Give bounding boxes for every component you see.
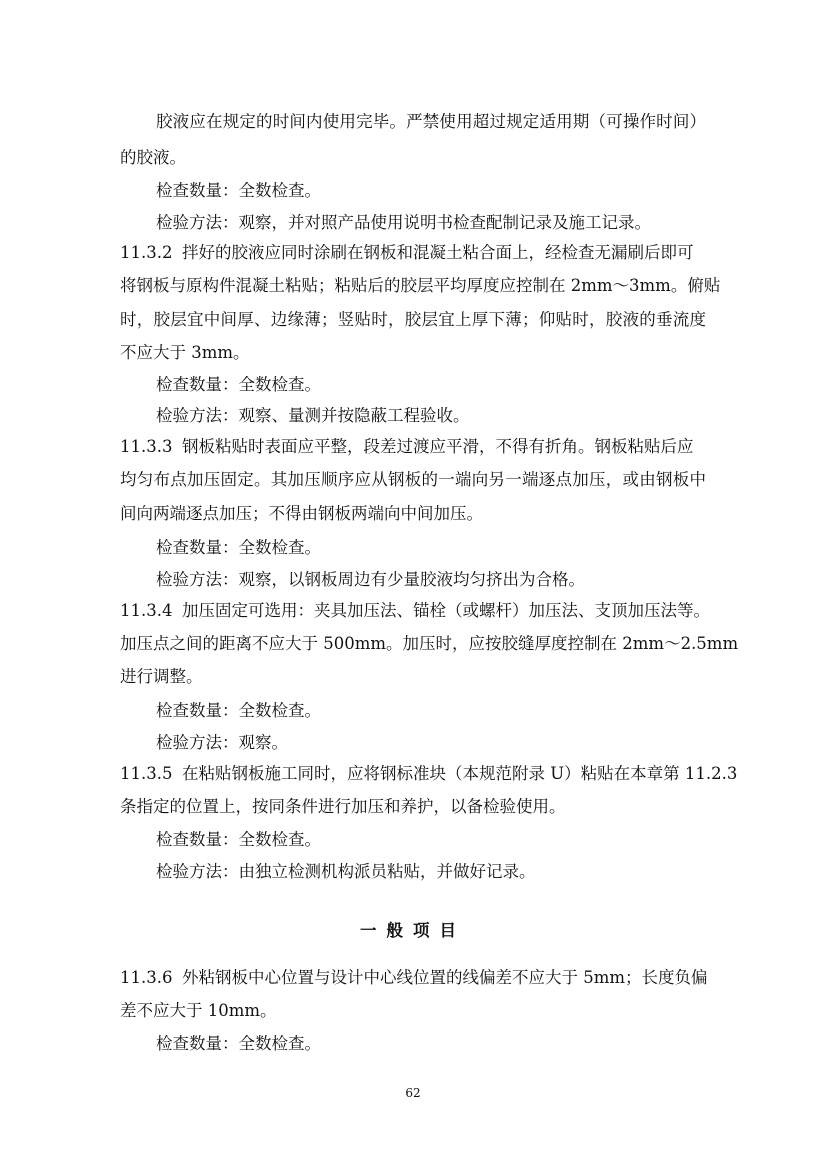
text-line: 检查数量：全数检查。	[156, 1034, 321, 1053]
text-line: 钢板粘贴时表面应平整，段差过渡应平滑，不得有折角。钢板粘贴后应	[182, 437, 694, 456]
text-line: 检查数量：全数检查。	[156, 538, 321, 557]
text-line: 间向两端逐点加压；不得由钢板两端向中间加压。	[120, 504, 483, 523]
text-line: 不应大于 3mm。	[120, 343, 250, 362]
section-number: 11.3.6	[120, 968, 173, 987]
text-line: 检查数量：全数检查。	[156, 701, 321, 720]
text-line: 检查数量：全数检查。	[156, 830, 321, 849]
text-line: 检验方法：观察，并对照产品使用说明书检查配制记录及施工记录。	[156, 213, 651, 232]
text-line: 时，胶层宜中间厚、边缘薄；竖贴时，胶层宜上厚下薄；仰贴时，胶液的垂流度	[120, 310, 706, 329]
paragraph-first-line	[120, 968, 708, 988]
section-heading: 一般项目	[360, 921, 466, 940]
text-line: 检验方法：观察。	[156, 733, 288, 752]
text-line: 进行调整。	[120, 667, 203, 686]
text-line: 加压固定可选用：夹具加压法、锚栓（或螺杆）加压法、支顶加压法等。	[182, 601, 710, 620]
text-line: 检验方法：观察，以钢板周边有少量胶液均匀挤出为合格。	[156, 570, 585, 589]
paragraph-first-line	[120, 437, 694, 457]
text-line: 将钢板与原构件混凝土粘贴；粘贴后的胶层平均厚度应控制在 2mm～3mm。俯贴	[120, 276, 721, 295]
text-line: 差不应大于 10mm。	[120, 1001, 277, 1020]
text-line: 的胶液。	[120, 148, 186, 167]
section-number: 11.3.5	[120, 764, 173, 783]
text-line: 检查数量：全数检查。	[156, 375, 321, 394]
section-number: 11.3.4	[120, 601, 173, 620]
text-line: 外粘钢板中心位置与设计中心线位置的线偏差不应大于 5mm；长度负偏	[182, 968, 708, 987]
page-number: 62	[405, 1086, 421, 1100]
text-line: 检验方法：由独立检测机构派员粘贴，并做好记录。	[156, 862, 536, 881]
paragraph-first-line	[120, 764, 737, 784]
text-line: 拌好的胶液应同时涂刷在钢板和混凝土粘合面上，经检查无漏刷后即可	[182, 243, 694, 262]
paragraph-first-line	[120, 601, 710, 621]
section-number: 11.3.3	[120, 437, 173, 456]
section-number: 11.3.2	[120, 243, 173, 262]
paragraph-first-line	[120, 243, 694, 263]
text-line: 胶液应在规定的时间内使用完毕。严禁使用超过规定适用期（可操作时间）	[156, 112, 706, 131]
text-line: 均匀布点加压固定。其加压顺序应从钢板的一端向另一端逐点加压，或由钢板中	[120, 470, 706, 489]
text-line: 在粘贴钢板施工同时，应将钢标准块（本规范附录 U）粘贴在本章第 11.2.3	[182, 764, 738, 783]
text-line: 检验方法：观察、量测并按隐蔽工程验收。	[156, 406, 470, 425]
text-line: 检查数量：全数检查。	[156, 181, 321, 200]
text-line: 条指定的位置上，按同条件进行加压和养护，以备检验使用。	[120, 797, 566, 816]
text-line: 加压点之间的距离不应大于 500mm。加压时，应按胶缝厚度控制在 2mm～2.5mm	[120, 634, 739, 653]
